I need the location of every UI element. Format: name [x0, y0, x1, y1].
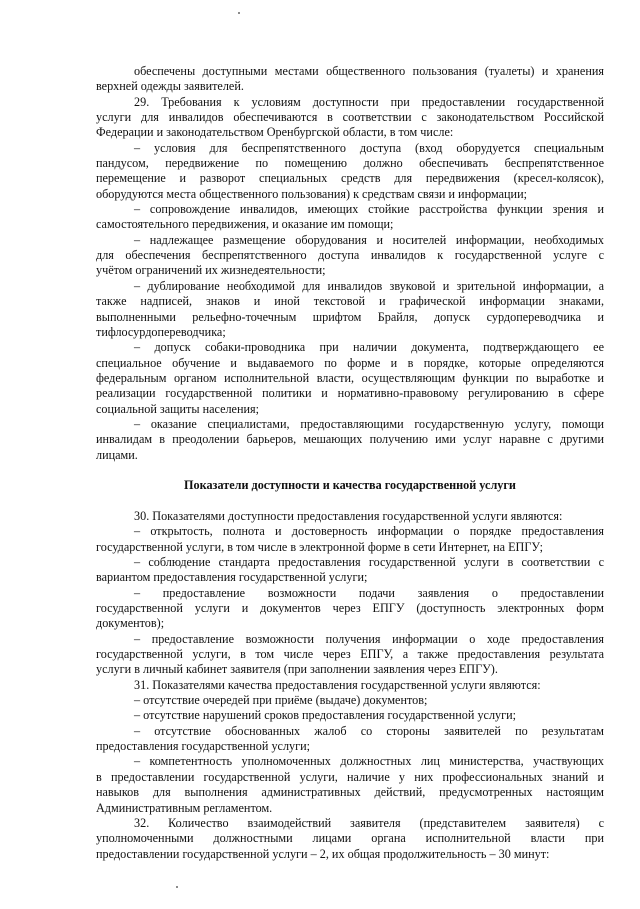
text-line: для обеспечения беспрепятственного доступа инвалидов к государственной услуге с — [96, 248, 604, 263]
section-accessibility-requirements — [96, 64, 604, 463]
text-line: – предоставление возможности получения информации о ходе предоставления — [134, 631, 604, 646]
text-line: – отсутствие нарушений сроков предоставления государственной услуги; — [134, 708, 517, 723]
text-line: – отсутствие обоснованных жалоб со стороны заявителей по результатам — [134, 723, 604, 738]
text-line: услуги для инвалидов обеспечиваются в соответствии с законодательством Российской — [96, 110, 604, 125]
text-line: государственной услуги, в том числе в электронной форме в сети Интернет, на ЕПГУ; — [96, 539, 543, 554]
text-line: федеральным органом исполнительной власти, осуществляющим функции по выработке и — [96, 370, 604, 385]
text-line: 30. Показателями доступности предоставления государственной услуги являются: — [134, 508, 563, 523]
text-line: государственной услуги, в том числе через ЕПГУ, а также предоставления результата — [96, 647, 604, 662]
text-line: – соблюдение стандарта предоставления государственной услуги в соответствии с — [134, 555, 604, 569]
text-line: Федерации и законодательством Оренбургской области, в том числе: — [96, 125, 454, 140]
text-line: 32. Количество взаимодействий заявителя (представителем заявителя) с — [134, 815, 604, 830]
text-line: предоставлении государственной услуги – 2, их общая продолжительность – 30 минут: — [96, 846, 550, 861]
text-line: в предоставлении государственной услуги, наличие у них профессиональных знаний и — [96, 769, 604, 784]
scan-speck — [176, 886, 178, 888]
text-line: навыков для выполнения административных действий, предусмотренных настоящим — [96, 785, 604, 800]
text-line: 29. Требования к условиям доступности при предоставлении государственной — [134, 94, 604, 109]
text-line: перемещение и разворот специальных средств для передвижения (кресел-колясок), — [96, 171, 604, 186]
section-heading: Показатели доступности и качества государственной услуги — [184, 478, 516, 493]
text-line: – сопровождение инвалидов, имеющих стойкие расстройства функции зрения и — [134, 202, 604, 217]
text-line: – компетентность уполномоченных должностных лиц министерства, участвующих — [134, 754, 604, 769]
text-line: – условия для беспрепятственного доступа (вход оборудуется специальным — [134, 140, 604, 155]
text-line: – отсутствие очередей при приёме (выдаче) документов; — [134, 693, 428, 708]
document-body — [96, 64, 604, 862]
text-line: учётом ограничений их жизнедеятельности; — [96, 263, 326, 278]
text-line: – оказание специалистами, предоставляющими государственную услугу, помощи — [134, 416, 604, 431]
text-line: оборудуются места общественного пользования) к средствам связи и информации; — [96, 186, 527, 201]
text-line: – надлежащее размещение оборудования и носителей информации, необходимых — [134, 232, 604, 247]
text-line: специальное обучение и выдаваемого по форме и в порядке, которые определяются — [96, 355, 604, 370]
text-line: 31. Показателями качества предоставления государственной услуги являются: — [134, 677, 541, 692]
text-line: предоставления государственной услуги; — [96, 739, 311, 754]
text-line: также надписей, знаков и иной текстовой и графической информации знаками, — [96, 294, 604, 309]
text-line: самостоятельного передвижения, и оказание им помощи; — [96, 217, 394, 232]
text-line: вариантом предоставления государственной услуги; — [96, 570, 368, 585]
text-line: услуги в личный кабинет заявителя (при заполнении заявления через ЕПГУ). — [96, 662, 498, 677]
text-line: государственной услуги и документов через ЕПГУ (доступность электронных форм — [96, 601, 604, 616]
text-line: лицами. — [96, 447, 138, 462]
text-line: пандусом, передвижение по помещению должно обеспечивать беспрепятственное — [96, 156, 604, 171]
text-line: реализации государственной политики и нормативно-правовому регулированию в сфере — [96, 386, 604, 401]
text-line: – открытость, полнота и достоверность информации о порядке предоставления — [134, 524, 604, 539]
text-line: – предоставление возможности подачи заявления о предоставлении — [134, 585, 604, 600]
text-line: документов); — [96, 616, 165, 631]
text-line: инвалидам в преодолении барьеров, мешающих получению ими услуг наравне с другими — [96, 432, 604, 447]
text-line: – дублирование необходимой для инвалидов звуковой и зрительной информации, а — [134, 278, 604, 293]
scan-speck — [238, 12, 240, 14]
text-line: верхней одежды заявителей. — [96, 79, 244, 94]
section-indicators — [96, 509, 604, 862]
text-line: выполненными рельефно-точечным шрифтом Брайля, допуск сурдопереводчика и — [96, 309, 604, 324]
text-line: социальной защиты населения; — [96, 401, 260, 416]
text-line: уполномоченными должностными лицами органа исполнительной власти при — [96, 831, 604, 846]
text-line: Административным регламентом. — [96, 800, 273, 815]
text-line: обеспечены доступными местами общественного пользования (туалеты) и хранения — [134, 64, 604, 78]
text-line: тифлосурдопереводчика; — [96, 324, 226, 339]
text-line: – допуск собаки-проводника при наличии документа, подтверждающего ее — [134, 340, 604, 355]
